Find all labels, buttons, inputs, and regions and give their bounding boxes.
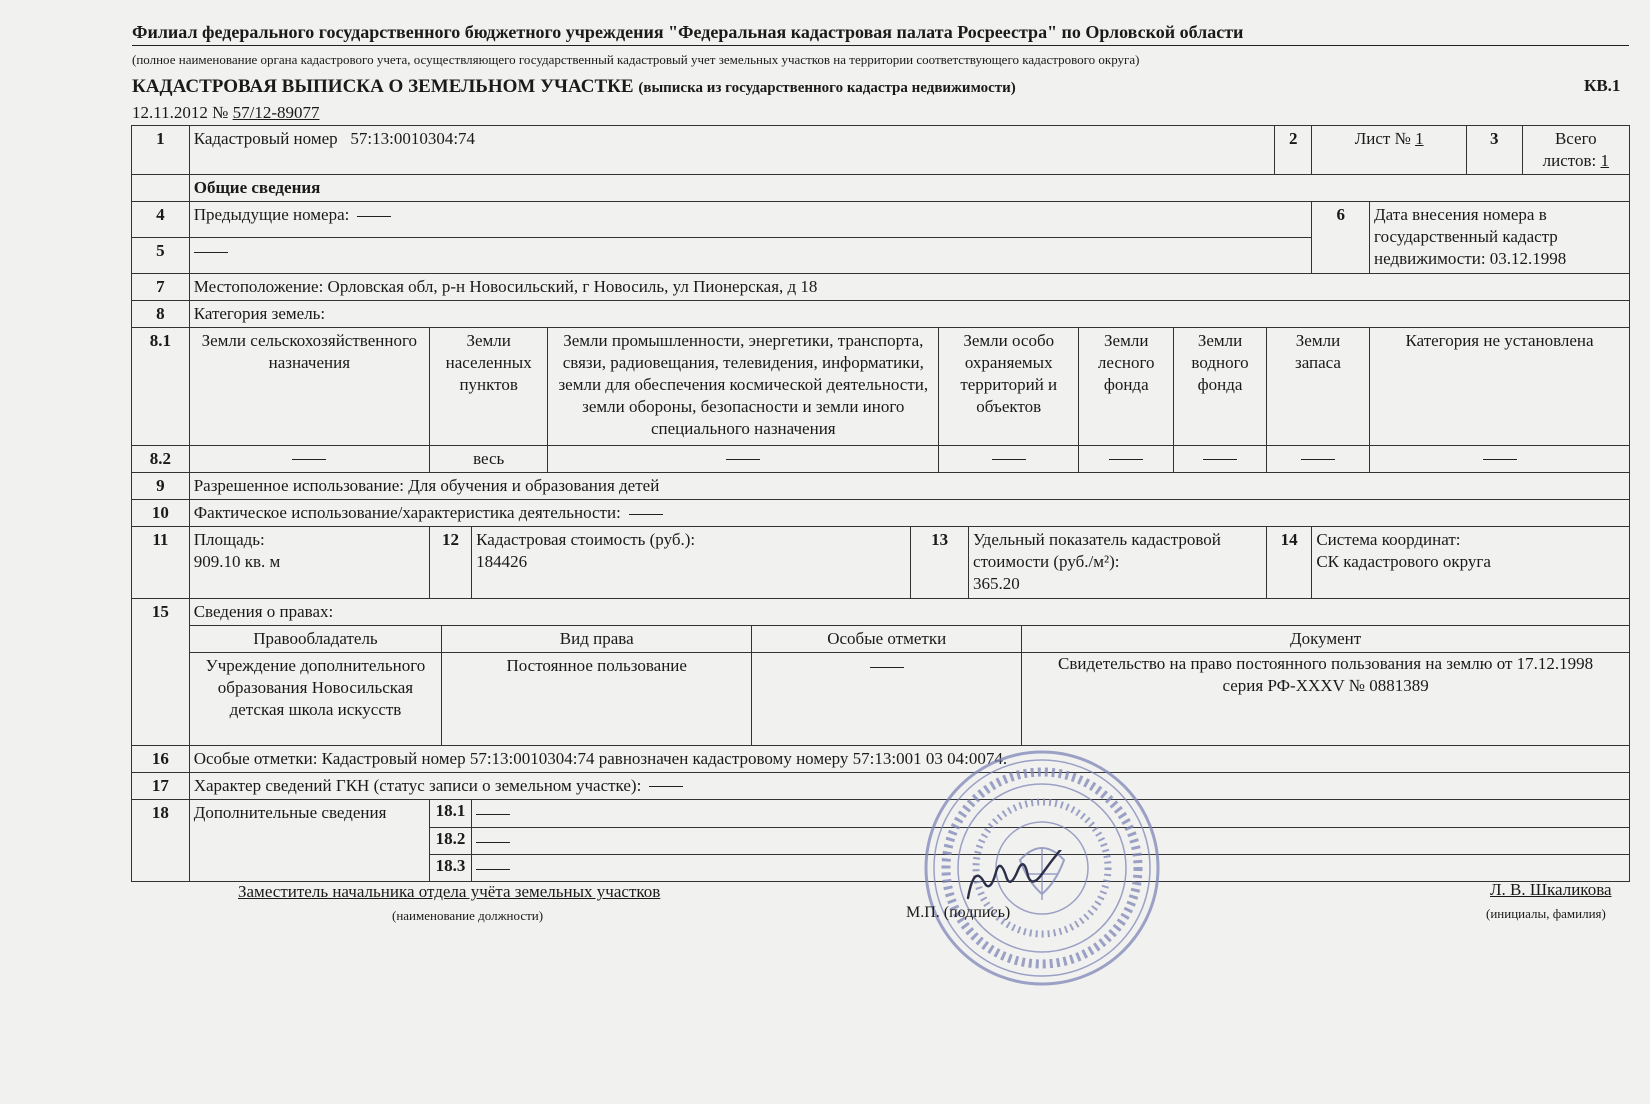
dash <box>476 842 510 843</box>
value-water <box>1174 445 1267 472</box>
rights-cell <box>189 599 1629 746</box>
row-num: 17 <box>132 772 190 799</box>
sheet-label: Лист № <box>1354 129 1411 148</box>
general-heading: Общие сведения <box>189 175 1629 202</box>
category-forest: Земли лесного фонда <box>1079 327 1174 445</box>
area-value: 909.10 кв. м <box>193 552 281 572</box>
record-status-cell <box>189 772 1629 799</box>
special-notes-cell: Особые отметки: Кадастровый номер 57:13:0010304:74 равнозначен кадастровому номеру 57:13:001 03 04:0074. <box>189 745 1629 772</box>
row-11-14 <box>132 527 1630 599</box>
row-9 <box>132 472 1630 499</box>
value-protected <box>939 445 1079 472</box>
row-15 <box>132 599 1630 746</box>
stamp-place-label: М.П. (подпись) <box>906 904 1011 921</box>
row-num: 11 <box>132 527 190 599</box>
document-title <box>132 76 1016 98</box>
dash <box>629 514 663 515</box>
dash <box>992 459 1026 460</box>
empty-cell <box>132 175 190 202</box>
registration-date-cell: Дата внесения номера в государственный кадастр недвижимости: 03.12.1998 <box>1370 202 1630 273</box>
document-date-number <box>132 103 320 123</box>
previous-numbers-label: Предыдущие номера: <box>193 205 350 225</box>
row-num: 8.2 <box>132 445 190 472</box>
subtitle-text: (выписка из государственного кадастра недвижимости) <box>638 80 1016 96</box>
total-sheets-value: 1 <box>1600 151 1609 171</box>
rights-table <box>190 626 1629 745</box>
row-8-1 <box>132 327 1630 445</box>
row-num: 8.1 <box>132 327 190 445</box>
cadastral-number-label: Кадастровый номер <box>193 129 338 148</box>
row-num: 5 <box>132 237 190 273</box>
coordinate-system-cell <box>1312 527 1630 599</box>
signer-name: Л. В. Шкаликова <box>1490 880 1612 899</box>
value-agricultural <box>189 445 429 472</box>
org-note: (полное наименование органа кадастрового учета, осуществляющего государственный кадастровый учет земельных участков на территории соответствующего кадастрового округа) <box>132 52 1140 67</box>
dash <box>476 869 510 870</box>
row-17 <box>132 772 1630 799</box>
cadastral-value: 184426 <box>476 552 528 572</box>
record-status-label: Характер сведений ГКН (статус записи о земельном участке): <box>193 775 642 795</box>
document-number: 57/12-89077 <box>232 103 320 122</box>
rights-type: Постоянное пользование <box>442 653 752 745</box>
category-water: Земли водного фонда <box>1174 327 1267 445</box>
signer-name-note: (инициалы, фамилия) <box>1486 906 1606 921</box>
specific-value-label: Удельный показатель кадастровой стоимости (руб./м²): <box>973 530 1221 572</box>
rights-special-marks <box>752 653 1022 745</box>
row-1 <box>132 126 1630 175</box>
sub-row-num: 18.3 <box>429 855 471 882</box>
cadastral-number-value: 57:13:0010304:74 <box>350 129 476 148</box>
row-num: 13 <box>911 527 969 599</box>
row-num: 1 <box>132 126 190 175</box>
row-num: 14 <box>1266 527 1311 599</box>
row-num: 8 <box>132 300 190 327</box>
rights-document: Свидетельство на право постоянного пользования на землю от 17.12.1998 серия РФ-XXXV № 0881389 <box>1022 653 1629 745</box>
dash <box>649 786 683 787</box>
previous-numbers-cell <box>189 202 1312 238</box>
rights-header: Правообладатель <box>190 626 442 653</box>
row-5-value <box>189 237 1312 273</box>
sub-row-num: 18.1 <box>429 799 471 827</box>
coordinate-system-label: Система координат: <box>1316 530 1461 550</box>
coordinate-system-value: СК кадастрового округа <box>1316 552 1491 572</box>
row-8 <box>132 300 1630 327</box>
row-num: 4 <box>132 202 190 238</box>
org-name: Филиал федерального государственного бюджетного учреждения "Федеральная кадастровая палата Росреестра" по Орловской области <box>132 22 1244 42</box>
actual-use-label: Фактическое использование/характеристика деятельности: <box>193 502 621 522</box>
row-4 <box>132 202 1630 238</box>
value-settlements: весь <box>429 445 548 472</box>
dash <box>1301 459 1335 460</box>
signature-mark <box>960 850 1070 910</box>
row-8-2 <box>132 445 1630 472</box>
row-7 <box>132 273 1630 300</box>
total-sheets-cell <box>1522 126 1629 175</box>
category-reserve: Земли запаса <box>1266 327 1369 445</box>
dash <box>476 814 510 815</box>
cadastral-value-cell <box>472 527 911 599</box>
dash <box>1483 459 1517 460</box>
row-num: 16 <box>132 745 190 772</box>
rights-owner: Учреждение дополнительного образования Новосильская детская школа искусств <box>190 653 442 745</box>
row-num: 15 <box>132 599 190 746</box>
dash <box>194 252 228 253</box>
rights-data-row <box>190 653 1629 745</box>
row-num: 18 <box>132 799 190 881</box>
signer-position-note: (наименование должности) <box>392 908 544 923</box>
rights-header: Документ <box>1022 626 1629 653</box>
dash <box>292 459 326 460</box>
area-label: Площадь: <box>193 530 265 550</box>
dash <box>1203 459 1237 460</box>
rights-header: Вид права <box>442 626 752 653</box>
document-date: 12.11.2012 <box>132 103 208 122</box>
permitted-use-cell: Разрешенное использование: Для обучения и образования детей <box>189 472 1629 499</box>
category-industry: Земли промышленности, энергетики, транспорта, связи, радиовещания, телевидения, информатики, земли для обеспечения космической деятельности, земли обороны, безопасности и земли иного специального назначения <box>548 327 939 445</box>
dash <box>870 667 904 668</box>
row-num: 10 <box>132 499 190 526</box>
category-protected: Земли особо охраняемых территорий и объектов <box>939 327 1079 445</box>
total-sheets-label: Всего листов: <box>1542 129 1597 171</box>
rights-heading: Сведения о правах: <box>190 599 1629 626</box>
cadastral-table <box>131 125 1630 882</box>
form-code: КВ.1 <box>1584 76 1621 95</box>
row-num: 2 <box>1275 126 1312 175</box>
dash <box>1109 459 1143 460</box>
area-cell <box>189 527 429 599</box>
number-sign: № <box>212 103 229 122</box>
value-not-established <box>1370 445 1630 472</box>
location-cell: Местоположение: Орловская обл, р-н Новосильский, г Новосиль, ул Пионерская, д 18 <box>189 273 1629 300</box>
dash <box>357 216 391 217</box>
signer-position: Заместитель начальника отдела учёта земельных участков <box>238 882 661 901</box>
row-16 <box>132 745 1630 772</box>
land-category-heading: Категория земель: <box>189 300 1629 327</box>
cadastral-value-label: Кадастровая стоимость (руб.): <box>476 530 696 550</box>
row-num: 7 <box>132 273 190 300</box>
sheet-cell <box>1312 126 1467 175</box>
value-industry <box>548 445 939 472</box>
value-reserve <box>1266 445 1369 472</box>
specific-value: 365.20 <box>973 574 1020 594</box>
row-num: 9 <box>132 472 190 499</box>
sub-row-num: 18.2 <box>429 827 471 854</box>
value-forest <box>1079 445 1174 472</box>
cadastral-number-cell <box>189 126 1275 175</box>
row-num: 3 <box>1466 126 1522 175</box>
specific-value-cell <box>969 527 1267 599</box>
category-agricultural: Земли сельскохозяйственного назначения <box>189 327 429 445</box>
additional-info-label: Дополнительные сведения <box>189 799 429 881</box>
row-general <box>132 175 1630 202</box>
title-text: КАДАСТРОВАЯ ВЫПИСКА О ЗЕМЕЛЬНОМ УЧАСТКЕ <box>132 76 634 97</box>
row-num: 12 <box>429 527 471 599</box>
category-not-established: Категория не установлена <box>1370 327 1630 445</box>
rights-header-row <box>190 626 1629 653</box>
category-settlements: Земли населенных пунктов <box>429 327 548 445</box>
sheet-value: 1 <box>1415 129 1424 148</box>
row-num: 6 <box>1312 202 1370 273</box>
row-18-1 <box>132 799 1630 827</box>
rights-header: Особые отметки <box>752 626 1022 653</box>
actual-use-cell <box>189 499 1629 526</box>
org-underline <box>132 45 1629 46</box>
row-10 <box>132 499 1630 526</box>
dash <box>726 459 760 460</box>
